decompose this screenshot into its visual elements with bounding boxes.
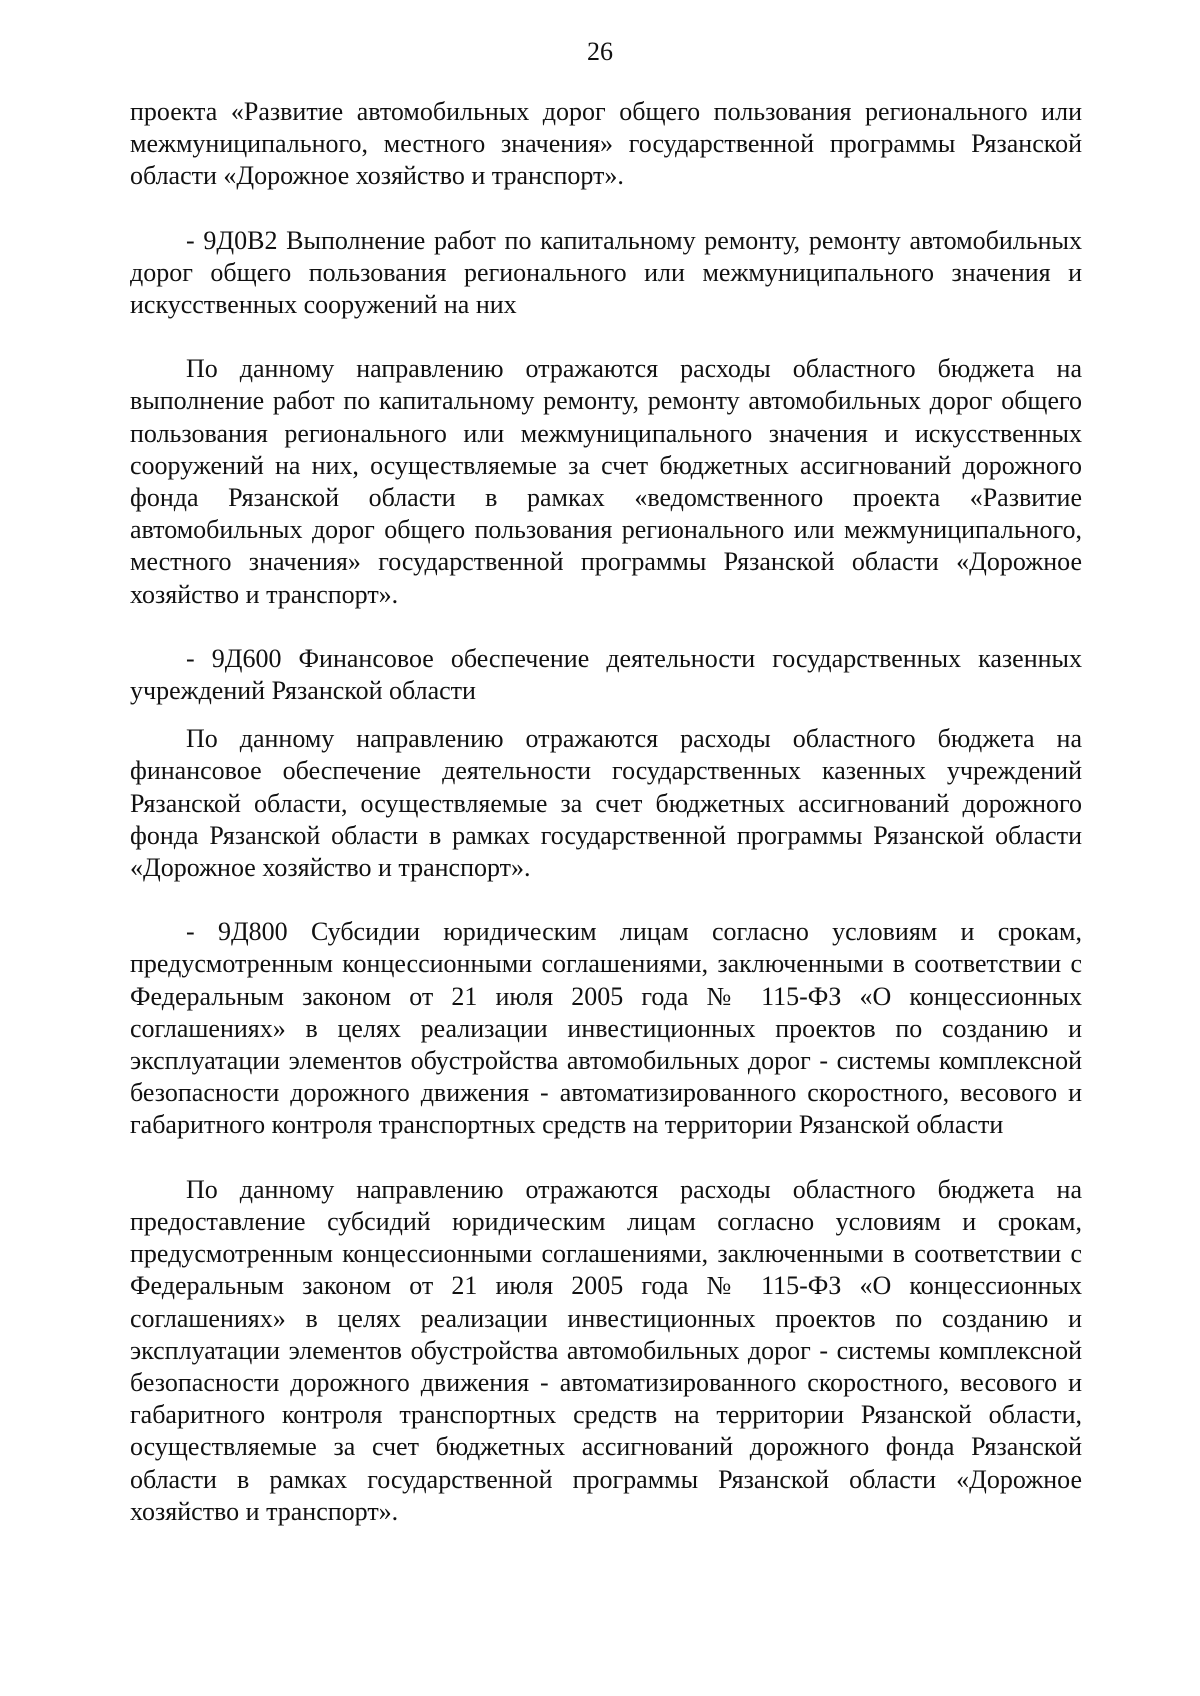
budget-item-9D0V2: - 9Д0В2 Выполнение работ по капитальному ремонту, ремонту автомобильных дорог общего пользования регионального или межмуниципального значения и искусственных сооружений на них <box>130 225 1082 320</box>
paragraph-9D600-description: По данному направлению отражаются расходы областного бюджета на финансовое обеспечение деятельности государственных казенных учреждений Рязанской области, осуществляемые за счет бюджетных ассигнований дорожного фонда Рязанской области в рамках государственной программы Рязанской области «Дорожное хозяйство и транспорт». <box>130 724 1082 883</box>
paragraph-9D800-description: По данному направлению отражаются расходы областного бюджета на предоставление субсидий юридическим лицам согласно условиям и срокам, предусмотренным концессионными соглашениями, заключенными в соответствии с Федеральным законом от 21 июля 2005 года № 115-ФЗ «О концессионных соглашениях» в целях реализации инвестиционных проектов по созданию и эксплуатации элементов обустройства автомобильных дорог - системы комплексной безопасности дорожного движения - автоматизированного скоростного, весового и габаритного контроля транспортных средств на территории Рязанской области, осуществляемые за счет бюджетных ассигнований дорожного фонда Рязанской области в рамках государственной программы Рязанской области «Дорожное хозяйство и транспорт». <box>130 1174 1082 1526</box>
paragraph-9D0V2-description: По данному направлению отражаются расходы областного бюджета на выполнение работ по капитальному ремонту, ремонту автомобильных дорог общего пользования регионального или межмуниципального значения и искусственных сооружений на них, осуществляемые за счет бюджетных ассигнований дорожного фонда Рязанской области в рамках «ведомственного проекта «Развитие автомобильных дорог общего пользования регионального или межмуниципального, местного значения» государственной программы Рязанской области «Дорожное хозяйство и транспорт». <box>130 354 1082 609</box>
paragraph-continuation: проекта «Развитие автомобильных дорог общего пользования регионального или межмуниципального, местного значения» государственной программы Рязанской области «Дорожное хозяйство и транспорт». <box>130 97 1082 191</box>
budget-item-9D600: - 9Д600 Финансовое обеспечение деятельности государственных казенных учреждений Рязанской области <box>130 643 1082 706</box>
budget-item-9D800: - 9Д800 Субсидии юридическим лицам согласно условиям и срокам, предусмотренным концессионными соглашениями, заключенными в соответствии с Федеральным законом от 21 июля 2005 года № 115-ФЗ «О концессионных соглашениях» в целях реализации инвестиционных проектов по созданию и эксплуатации элементов обустройства автомобильных дорог - системы комплексной безопасности дорожного движения - автоматизированного скоростного, весового и габаритного контроля транспортных средств на территории Рязанской области <box>130 917 1082 1140</box>
document-body <box>130 96 1082 1528</box>
page-number: 26 <box>587 37 613 66</box>
